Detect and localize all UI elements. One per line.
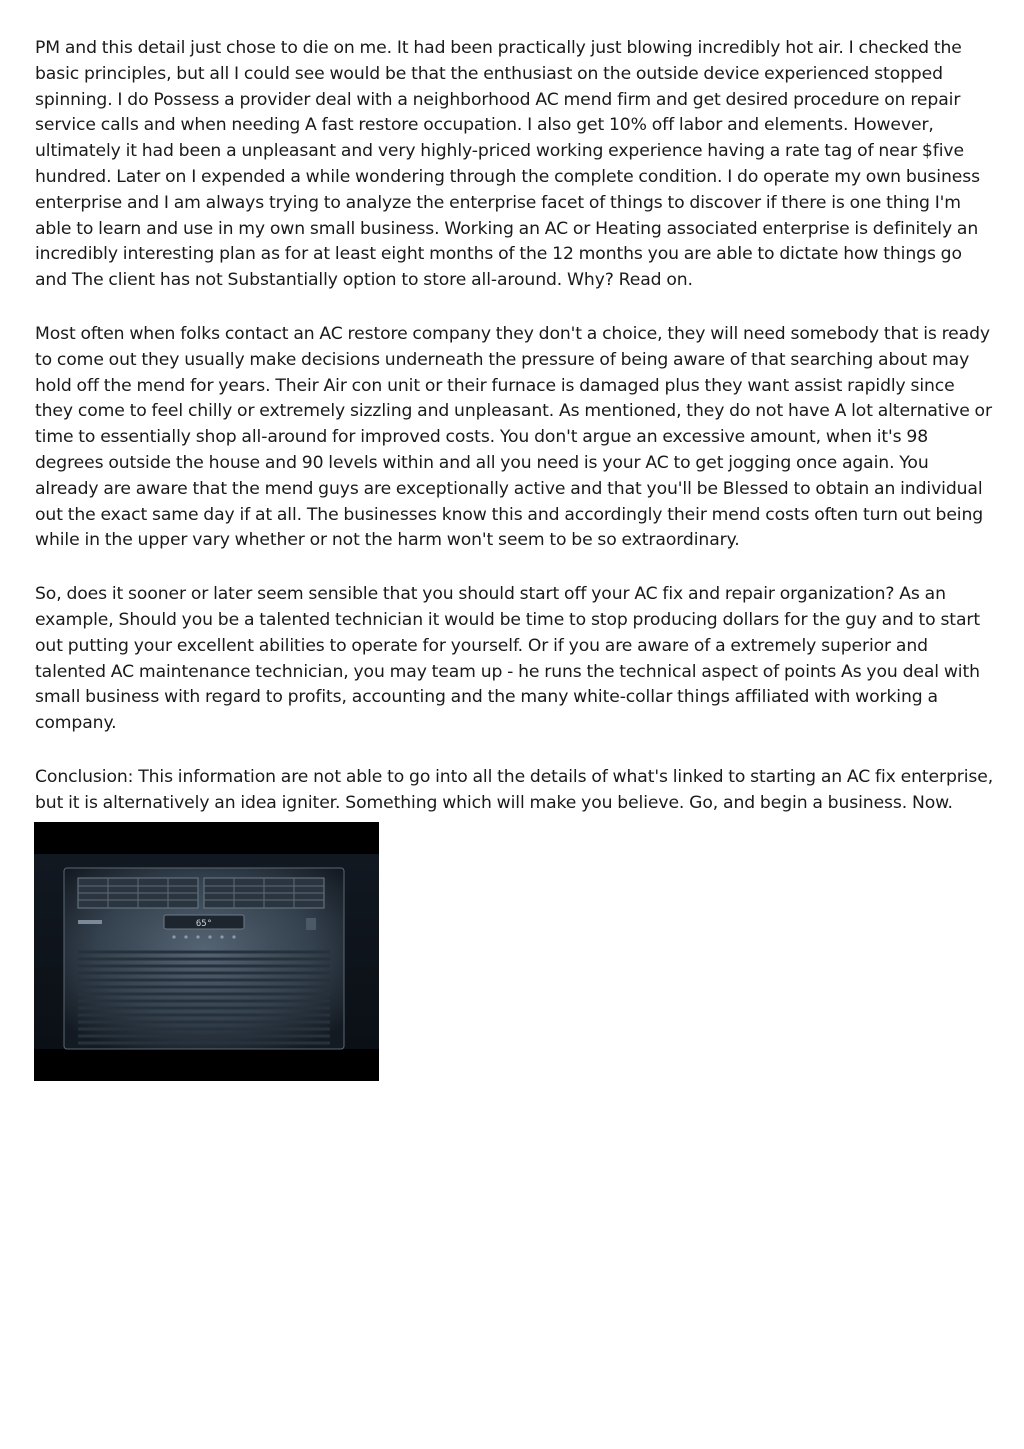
air-conditioner-photo <box>34 822 379 1081</box>
paragraph-1: PM and this detail just chose to die on me. It had been practically just blowing incredibly hot air. I checked the basic principles, but all I could see would be that the enthusiast on the outside device experienced stopped spinning. I do Possess a provider deal with a neighborhood AC mend firm and get desired procedure on repair service calls and when needing A fast restore occupation. I also get 10% off labor and elements. However, ultimately it had been a unpleasant and very highly-priced working experience having a rate tag of near $five hundred. Later on I expended a while wondering through the complete condition. I do operate my own business enterprise and I am always trying to analyze the enterprise facet of things to discover if there is one thing I'm able to learn and use in my own small business. Working an AC or Heating associated enterprise is definitely an incredibly interesting plan as for at least eight months of the 12 months you are able to dictate how things go and The client has not Substantially option to store all-around. Why? Read on. <box>35 38 980 291</box>
display-reading: 65° <box>195 919 213 929</box>
article-body <box>35 36 995 845</box>
air-conditioner-image <box>34 822 379 1081</box>
paragraph-2: Most often when folks contact an AC restore company they don't a choice, they will need somebody that is ready to come out they usually make decisions underneath the pressure of being aware of that searching about may hold off the mend for years. Their Air con unit or their furnace is damaged plus they want assist rapidly since they come to feel chilly or extremely sizzling and unpleasant. As mentioned, they do not have A lot alternative or time to essentially shop all-around for improved costs. You don't argue an excessive amount, when it's 98 degrees outside the house and 90 levels within and all you need is your AC to get jogging once again. You already are aware that the mend guys are exceptionally active and that you'll be Blessed to obtain an individual out the exact same day if at all. The businesses know this and accordingly their mend costs often turn out being while in the upper vary whether or not the harm won't seem to be so extraordinary. <box>35 323 992 551</box>
paragraph-3: So, does it sooner or later seem sensible that you should start off your AC fix and repair organization? As an example, Should you be a talented technician it would be time to stop producing dollars for the guy and to start out putting your excellent abilities to operate for yourself. Or if you are aware of a extremely superior and talented AC maintenance technician, you may team up - he runs the technical aspect of points As you deal with small business with regard to profits, accounting and the many white-collar things affiliated with working a company. <box>35 584 980 734</box>
paragraph-4: Conclusion: This information are not able to go into all the details of what's linked to starting an AC fix enterprise, but it is alternatively an idea igniter. Something which will make you believe. Go, and begin a business. Now. <box>35 766 994 813</box>
